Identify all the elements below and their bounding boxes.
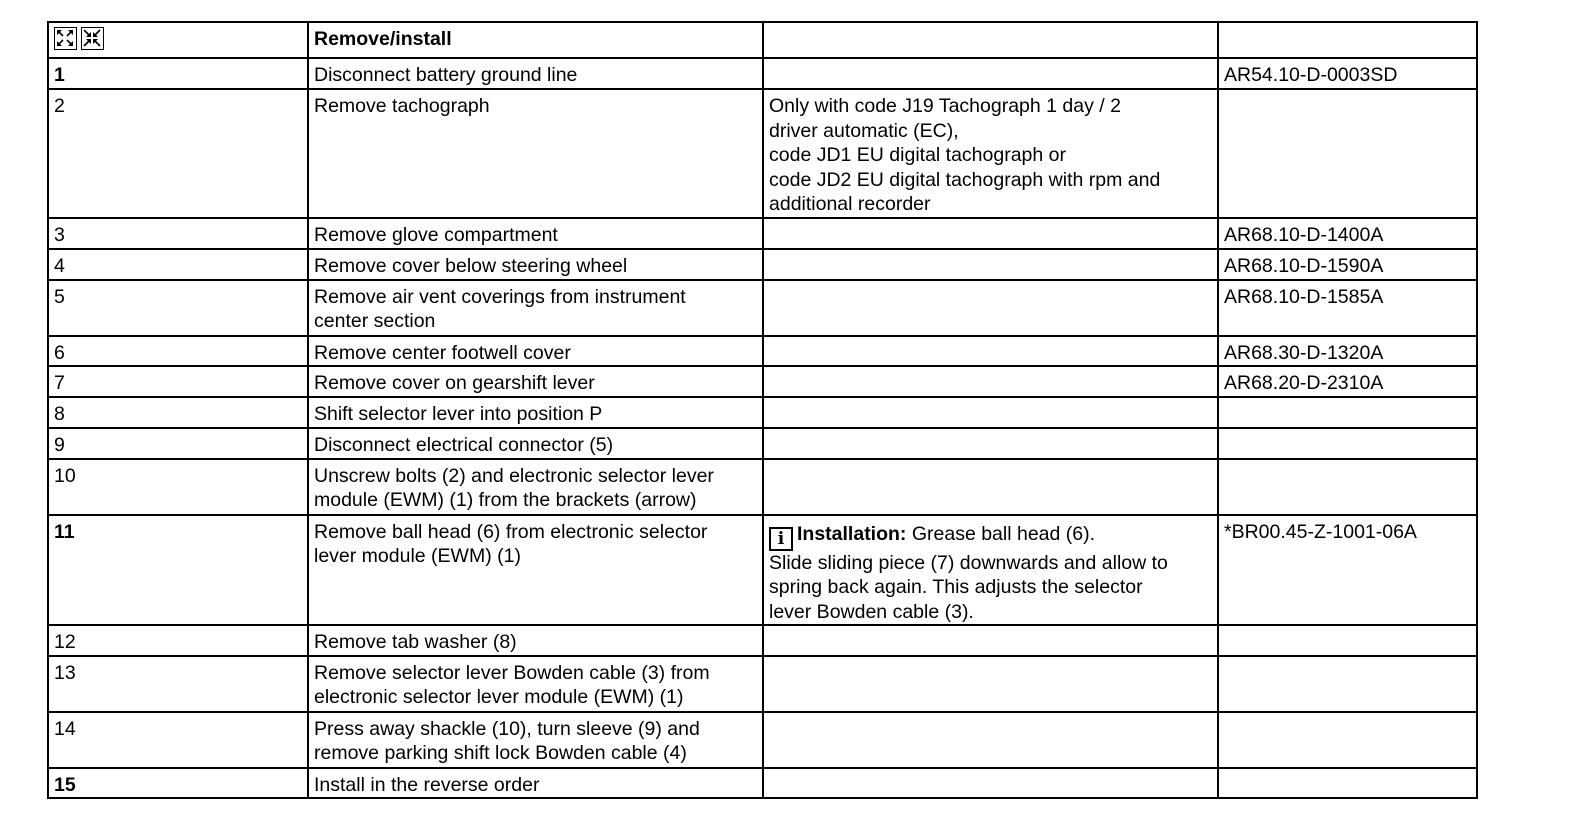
table-row — [48, 249, 1477, 280]
step-number — [48, 459, 308, 515]
table-row — [48, 280, 1477, 336]
step-reference — [1218, 712, 1477, 768]
step-note — [763, 249, 1218, 280]
table-row — [48, 397, 1477, 428]
step-reference — [1218, 336, 1477, 367]
step-action-text: Disconnect battery ground line — [314, 64, 578, 86]
step-number — [48, 89, 308, 218]
reference-link[interactable]: AR68.10-D-1400A — [1224, 224, 1384, 246]
step-number-text: 14 — [54, 717, 76, 740]
table-row — [48, 366, 1477, 397]
step-reference — [1218, 428, 1477, 459]
step-number — [48, 428, 308, 459]
step-note — [763, 366, 1218, 397]
table-row — [48, 712, 1477, 768]
step-action — [308, 58, 763, 89]
step-reference — [1218, 656, 1477, 712]
step-reference — [1218, 397, 1477, 428]
step-number-text: 5 — [54, 285, 65, 308]
step-number — [48, 58, 308, 89]
step-action — [308, 218, 763, 249]
step-number-text: 6 — [54, 341, 65, 364]
table-row — [48, 625, 1477, 656]
step-action — [308, 459, 763, 515]
step-number-text: 12 — [54, 631, 76, 653]
step-number — [48, 397, 308, 428]
step-number-text: 11 — [54, 520, 75, 543]
step-action — [308, 428, 763, 459]
step-number — [48, 515, 308, 626]
step-reference — [1218, 280, 1477, 336]
header-note-cell — [763, 22, 1218, 58]
table-row — [48, 58, 1477, 89]
step-reference — [1218, 515, 1477, 626]
table-row — [48, 428, 1477, 459]
reference-link[interactable]: AR68.10-D-1590A — [1224, 255, 1384, 277]
step-note — [763, 515, 1218, 626]
info-icon: i — [769, 527, 793, 551]
step-number — [48, 249, 308, 280]
step-number-text: 9 — [54, 433, 65, 456]
step-reference — [1218, 768, 1477, 799]
header-title: Remove/install — [308, 22, 763, 58]
reference-link[interactable]: AR68.10-D-1585A — [1224, 285, 1384, 308]
step-reference — [1218, 625, 1477, 656]
step-number — [48, 656, 308, 712]
step-reference — [1218, 249, 1477, 280]
table-row — [48, 459, 1477, 515]
step-action — [308, 89, 763, 218]
step-action — [308, 712, 763, 768]
step-note — [763, 712, 1218, 768]
step-note — [763, 459, 1218, 515]
step-note — [763, 89, 1218, 218]
step-note — [763, 218, 1218, 249]
step-number-text: 10 — [54, 464, 76, 487]
step-number-text: 3 — [54, 224, 65, 246]
table-row — [48, 515, 1477, 626]
table-row — [48, 89, 1477, 218]
table-row — [48, 768, 1477, 799]
step-action — [308, 366, 763, 397]
reference-link[interactable]: AR68.20-D-2310A — [1224, 372, 1384, 394]
collapse-arrows-icon — [81, 27, 104, 50]
step-action-text: Remove air vent coverings from instrument center section — [314, 285, 686, 332]
step-number-text: 13 — [54, 661, 76, 684]
step-action-text: Disconnect electrical connector (5) — [314, 433, 614, 456]
step-note — [763, 656, 1218, 712]
step-action-text: Press away shackle (10), turn sleeve (9) and remove parking shift lock Bowden cable (4) — [314, 717, 700, 764]
step-reference — [1218, 459, 1477, 515]
table-header-row — [48, 22, 1477, 58]
step-note — [763, 625, 1218, 656]
step-action-text: Remove cover on gearshift lever — [314, 372, 595, 394]
installation-text: Slide sliding piece (7) downwards and allow to spring back again. This adjusts the selector lever Bowden cable (3). — [769, 551, 1168, 623]
step-action — [308, 336, 763, 367]
step-action — [308, 656, 763, 712]
step-number — [48, 280, 308, 336]
step-number-text: 1 — [54, 64, 65, 86]
installation-first-line: Grease ball head (6). — [906, 522, 1096, 545]
step-note-text: Only with code J19 Tachograph 1 day / 2 driver automatic (EC), code JD1 EU digital tachograph or code JD2 EU digital tachograph with rpm and additional recorder — [769, 95, 1161, 215]
header-icons-cell — [48, 22, 308, 58]
step-action-text: Shift selector lever into position P — [314, 402, 603, 425]
step-action — [308, 249, 763, 280]
step-action — [308, 625, 763, 656]
step-number-text: 15 — [54, 773, 76, 796]
step-number — [48, 625, 308, 656]
step-action-text: Install in the reverse order — [314, 773, 540, 796]
table-row — [48, 218, 1477, 249]
step-number-text: 7 — [54, 372, 65, 394]
step-reference — [1218, 218, 1477, 249]
step-action — [308, 280, 763, 336]
step-note — [763, 428, 1218, 459]
step-note — [763, 58, 1218, 89]
step-number — [48, 366, 308, 397]
step-action-text: Unscrew bolts (2) and electronic selector lever module (EWM) (1) from the brackets (arrow) — [314, 464, 714, 511]
step-reference — [1218, 366, 1477, 397]
step-number — [48, 768, 308, 799]
table-row — [48, 336, 1477, 367]
header-ref-cell — [1218, 22, 1477, 58]
installation-label: Installation: — [797, 522, 907, 545]
step-action-text: Remove glove compartment — [314, 224, 558, 246]
step-note — [763, 280, 1218, 336]
step-number-text: 4 — [54, 255, 65, 277]
reference-link[interactable]: *BR00.45-Z-1001-06A — [1224, 520, 1417, 543]
step-action-text: Remove tab washer (8) — [314, 631, 517, 653]
procedure-table — [47, 21, 1478, 799]
step-action — [308, 515, 763, 626]
step-number — [48, 336, 308, 367]
step-number-text: 2 — [54, 95, 65, 117]
step-action-text: Remove tachograph — [314, 95, 490, 117]
step-note — [763, 768, 1218, 799]
step-action-text: Remove cover below steering wheel — [314, 255, 628, 277]
step-action-text: Remove center footwell cover — [314, 341, 571, 364]
reference-link[interactable]: AR54.10-D-0003SD — [1224, 64, 1398, 86]
step-number — [48, 218, 308, 249]
step-action — [308, 397, 763, 428]
step-note — [763, 336, 1218, 367]
step-number-text: 8 — [54, 402, 65, 425]
step-number — [48, 712, 308, 768]
expand-arrows-icon — [54, 27, 77, 50]
step-action — [308, 768, 763, 799]
step-action-text: Remove ball head (6) from electronic selector lever module (EWM) (1) — [314, 520, 708, 567]
table-row — [48, 656, 1477, 712]
step-action-text: Remove selector lever Bowden cable (3) from electronic selector lever module (EWM) (1) — [314, 661, 710, 708]
step-reference — [1218, 89, 1477, 218]
step-reference — [1218, 58, 1477, 89]
reference-link[interactable]: AR68.30-D-1320A — [1224, 341, 1384, 364]
step-note — [763, 397, 1218, 428]
